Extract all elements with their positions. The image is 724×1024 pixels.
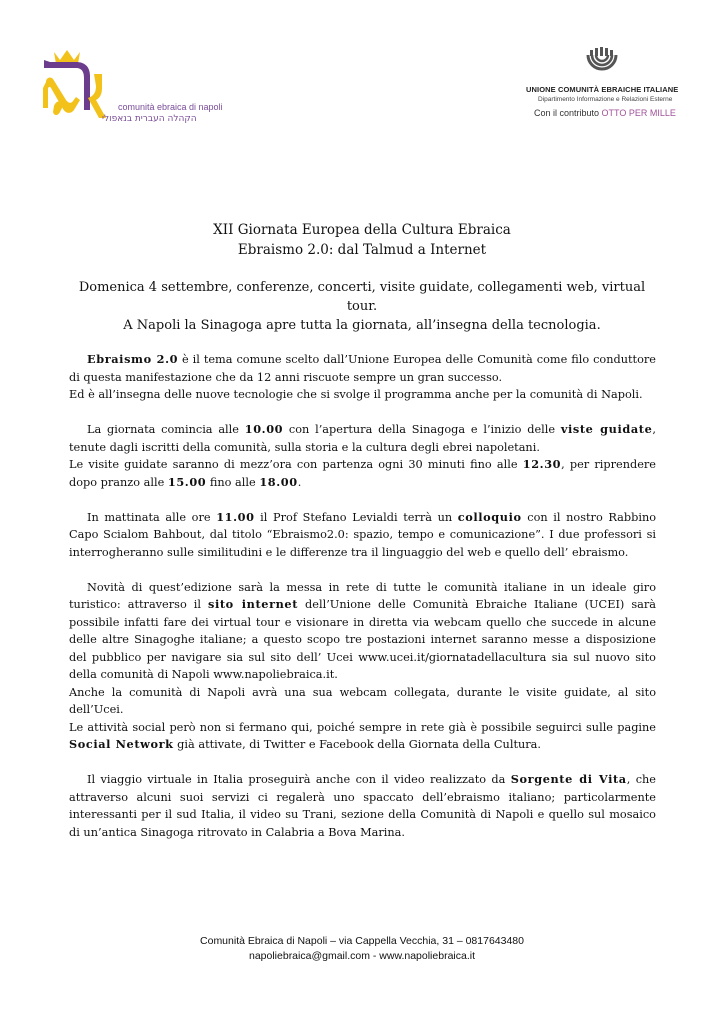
text-run: . xyxy=(297,475,302,489)
document-title-line2: Ebraismo 2.0: dal Talmud a Internet xyxy=(237,242,487,258)
footer-contacts: napoliebraica@gmail.com - www.napoliebraica.it xyxy=(248,950,475,962)
bold-term: 18.00 xyxy=(259,474,298,489)
text-run: con l’apertura della Sinagoga e l’inizio delle xyxy=(283,423,561,436)
text-run: La giornata comincia alle xyxy=(87,423,245,436)
bold-term: colloquio xyxy=(457,509,522,524)
text-run: già attivate, di Twitter e Facebook della Giornata della Cultura. xyxy=(173,738,541,751)
text-run: il Prof Stefano Levialdi terrà un xyxy=(254,510,458,524)
bold-term: viste guidate xyxy=(560,422,653,436)
logo-caption-hebrew: הקהלה העברית בנאפולי xyxy=(102,114,197,124)
otto-per-mille-note xyxy=(534,108,676,118)
contrib-prefix: Con il contributo xyxy=(534,108,602,118)
footer-address: Comunità Ebraica di Napoli – via Cappella Vecchia, 31 – 0817643480 xyxy=(200,935,524,947)
paragraph-2 xyxy=(69,421,656,491)
logo-caption-italian: comunità ebraica di napoli xyxy=(118,102,223,112)
text-run: dell’Unione delle Comunità Ebraiche Italiane (UCEI) sarà possibile infatti fare dei virtual tour e visionare in diretta via webcam quello che succede in alcune delle altre Sinagoghe italiane; a questo scopo tre postazioni internet saranno messe a disposizione del pubblico per navigare sia sul sito dell’ Ucei www.ucei.it/giornatadellacultura sia sul nuovo sito della comunità di Napoli www.napoliebraica.it. xyxy=(69,598,656,681)
text-run: Le attività social però non si fermano qui, poiché sempre in rete già è possibile seguirci sulle pagine xyxy=(69,720,656,734)
bold-term: 11.00 xyxy=(216,509,255,524)
comunita-napoli-logo xyxy=(40,48,223,128)
text-run: Anche la comunità di Napoli avrà una sua webcam collegata, durante le visite guidate, al sito dell’Ucei. xyxy=(69,685,656,716)
paragraph-4 xyxy=(69,579,656,754)
bold-term: Ebraismo 2.0 xyxy=(87,352,179,366)
text-run: , tenute dagli iscritti della comunità, sulla storia e la cultura degli ebrei napoletani. xyxy=(69,423,656,454)
text-run: , per riprendere dopo pranzo alle xyxy=(69,458,656,489)
bold-term: Sorgente di Vita xyxy=(510,772,627,786)
ucei-department: Dipartimento Informazione e Relazioni Esterne xyxy=(538,96,673,103)
document-subtitle xyxy=(70,278,654,335)
bold-term: 12.30 xyxy=(522,457,562,471)
bold-term: 15.00 xyxy=(167,474,207,489)
paragraph-3 xyxy=(69,509,656,562)
paragraph-1 xyxy=(69,351,656,404)
page-footer xyxy=(0,934,724,964)
text-run: è il tema comune scelto dall’Unione Europea delle Comunità come filo conduttore di questa manifestazione che da 12 anni riscuote sempre un gran successo. xyxy=(69,353,656,384)
text-run: fino alle xyxy=(206,475,260,489)
ucei-logo xyxy=(520,45,685,125)
text-run: In mattinata alle ore xyxy=(87,510,217,524)
text-run: Le visite guidate saranno di mezz’ora con partenza ogni 30 minuti fino alle xyxy=(69,458,523,471)
text-run: , che attraverso alcuni suoi servizi ci regalerà uno spaccato dell’ebraismo italiano; particolarmente interessanti per il sud Italia, il video su Trani, sezione della Comunità di Napoli e quello sul mosaico di un’antica Sinagoga ritrovato in Calabria a Bova Marina. xyxy=(69,773,656,839)
text-run: Novità di quest’edizione sarà la messa in rete di tutte le comunità italiane in un ideale giro turistico: attraverso il xyxy=(69,580,656,611)
paragraph-5 xyxy=(69,771,656,841)
text-run: con il nostro Rabbino Capo Scialom Bahbout, dal titolo “Ebraismo2.0: spazio, tempo e comunicazione”. I due professori si interrogheranno sulle similitudini e le differenze tra il linguaggio del web e quello dell’ ebraismo. xyxy=(69,510,657,559)
text-run: Il viaggio virtuale in Italia proseguirà anche con il video realizzato da xyxy=(87,773,511,786)
text-run: Ed è all’insegna delle nuove tecnologie che si svolge il programma anche per la comunità di Napoli. xyxy=(69,388,643,401)
subtitle-line1: Domenica 4 settembre, conferenze, concerti, visite guidate, collegamenti web, virtual tour. xyxy=(78,280,646,314)
ucei-emblem-icon xyxy=(582,47,622,83)
subtitle-line2: A Napoli la Sinagoga apre tutta la giornata, all’insegna della tecnologia. xyxy=(123,318,601,333)
document-body xyxy=(69,351,656,859)
document-title: XII Giornata Europea della Cultura Ebraica xyxy=(213,222,511,238)
contrib-highlight: OTTO PER MILLE xyxy=(601,108,676,118)
bold-term: Social Network xyxy=(69,737,174,751)
bold-term: 10.00 xyxy=(244,422,284,436)
bold-term: sito internet xyxy=(208,597,299,611)
ucei-name: UNIONE COMUNITÀ EBRAICHE ITALIANE xyxy=(526,85,679,94)
